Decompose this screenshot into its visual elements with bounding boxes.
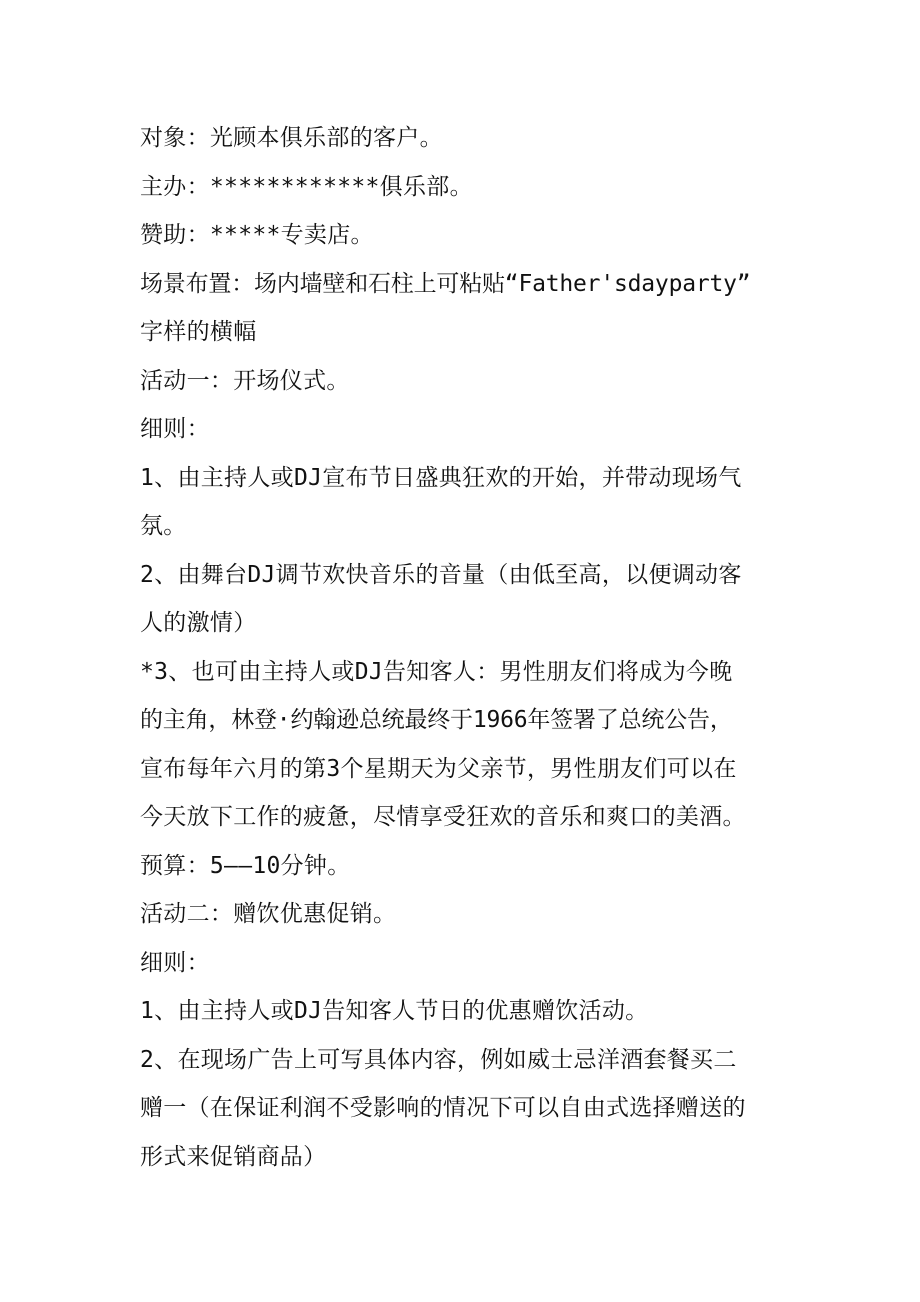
- line-activity-one-rule-1-cont: 氛。: [140, 513, 187, 539]
- line-activity-two-title: 活动二：赠饮优惠促销。: [140, 901, 397, 927]
- line-sponsor: 赞助：*****专卖店。: [140, 222, 374, 248]
- line-activity-one-rule-3-cont-1: 的主角，林登·约翰逊总统最终于1966年签署了总统公告，: [140, 707, 733, 733]
- line-activity-one-rule-1: 1、由主持人或DJ宣布节日盛典狂欢的开始，并带动现场气: [140, 464, 742, 491]
- line-activity-one-rule-2: 2、由舞台DJ调节欢快音乐的音量（由低至高，以便调动客: [140, 561, 742, 588]
- line-activity-one-rule-2-cont: 人的激情）: [140, 610, 257, 636]
- line-activity-two-rule-2-cont-2: 形式来促销商品）: [140, 1143, 327, 1170]
- line-organizer: 主办：************俱乐部。: [140, 173, 473, 200]
- line-activity-one-rules-heading: 细则：: [140, 416, 210, 442]
- line-venue-decoration-cont: 字样的横幅: [140, 319, 257, 345]
- line-activity-two-rule-1: 1、由主持人或DJ告知客人节日的优惠赠饮活动。: [140, 998, 649, 1024]
- line-activity-one-title: 活动一：开场仪式。: [140, 367, 350, 394]
- line-activity-one-rule-3-cont-2: 宣布每年六月的第3个星期天为父亲节，男性朋友们可以在: [140, 755, 737, 782]
- line-activity-two-rule-2: 2、在现场广告上可写具体内容，例如威士忌洋酒套餐买二: [140, 1046, 737, 1073]
- line-activity-one-rule-3-cont-3: 今天放下工作的疲惫，尽情享受狂欢的音乐和爽口的美酒。: [140, 804, 746, 830]
- line-activity-one-rule-3: *3、也可由主持人或DJ告知客人：男性朋友们将成为今晚: [140, 658, 733, 685]
- line-venue-decoration: 场景布置：场内墙壁和石柱上可粘贴“Father'sdayparty”: [140, 270, 751, 297]
- line-activity-two-rules-heading: 细则：: [140, 949, 210, 976]
- line-activity-two-rule-2-cont-1: 赠一（在保证利润不受影响的情况下可以自由式选择赠送的: [140, 1095, 746, 1121]
- line-activity-one-budget: 预算：5——10分钟。: [140, 852, 351, 879]
- document-body: [140, 114, 800, 1181]
- line-target-audience: 对象：光顾本俱乐部的客户。: [140, 125, 443, 151]
